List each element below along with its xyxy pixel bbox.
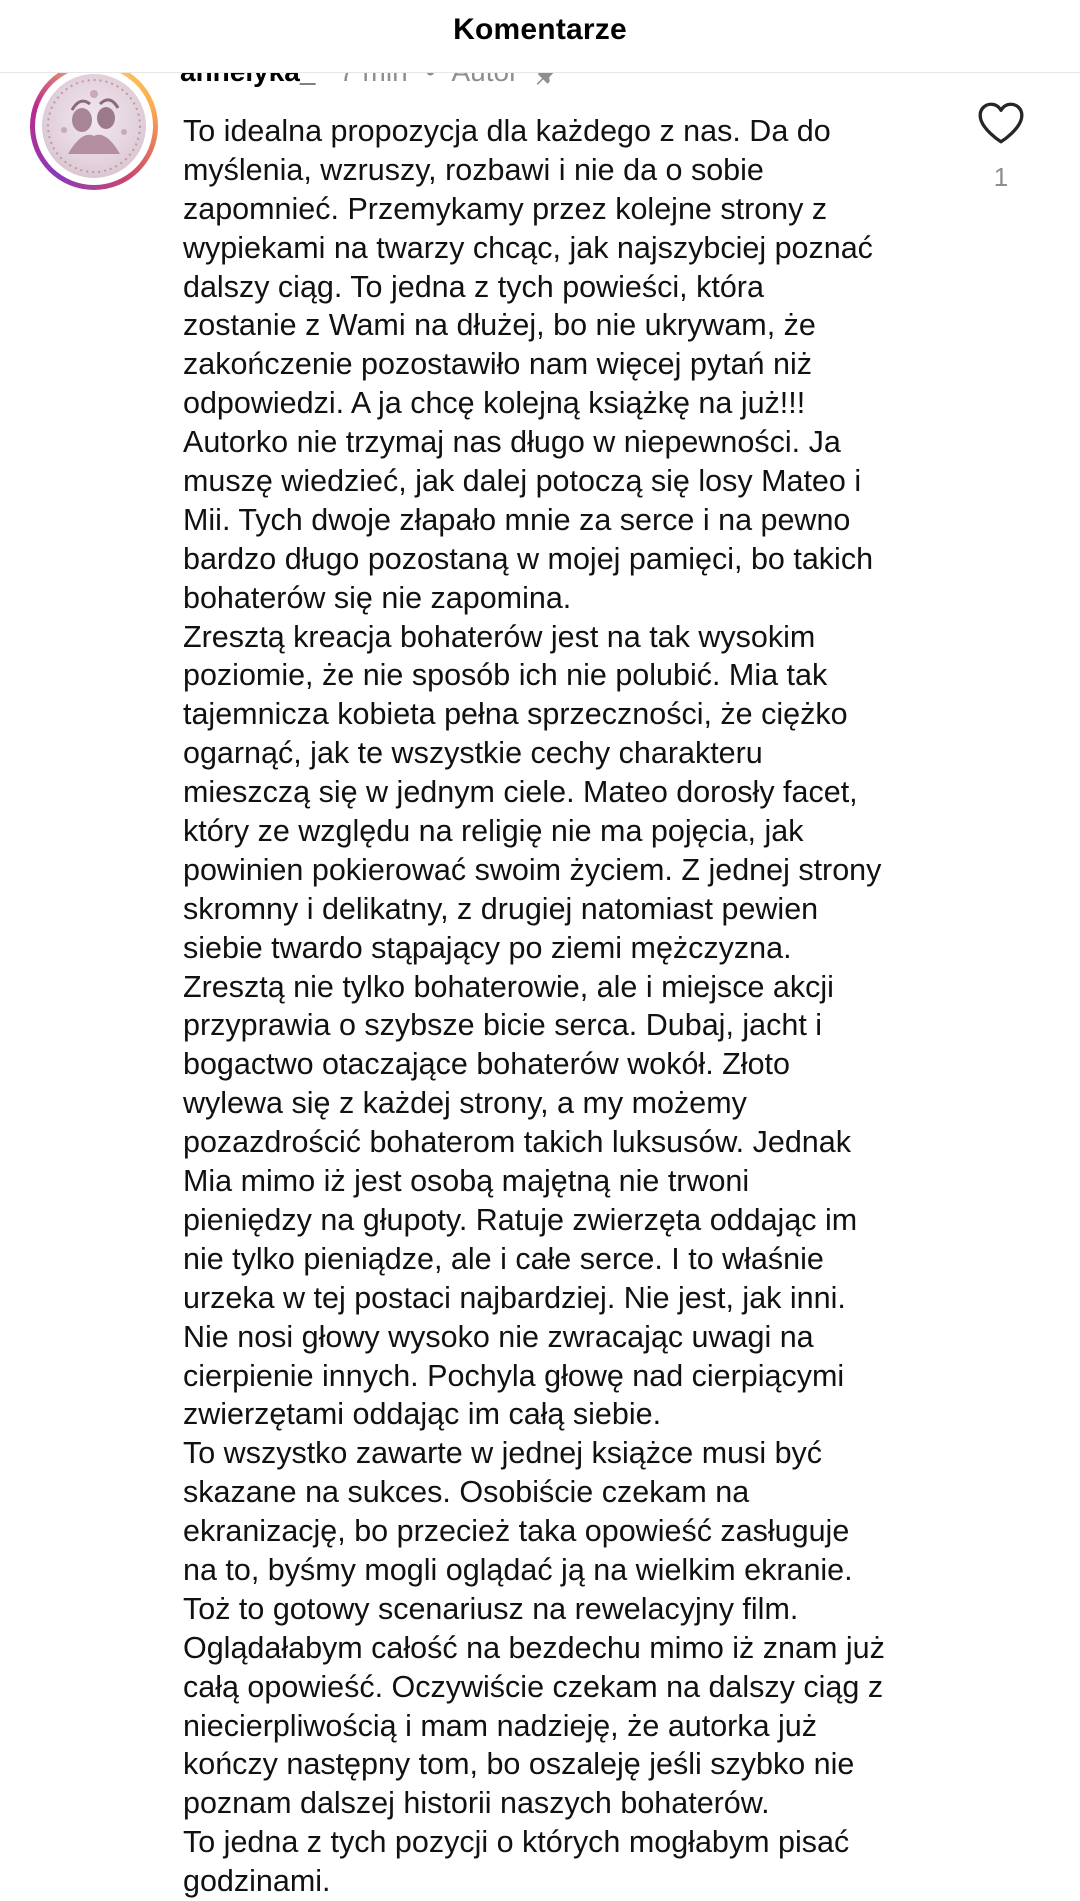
comment-text-line: tajemnicza kobieta pełna sprzeczności, że ciężko <box>183 697 848 732</box>
comment-text-line: Toż to gotowy scenariusz na rewelacyjny film. <box>183 1591 799 1626</box>
comment-text-line: cierpienie innych. Pochyla głowę nad cierpiącymi <box>183 1358 845 1393</box>
comment-text-line: pozazdrościć bohaterom takich luksusów. Jednak <box>183 1125 851 1160</box>
comment-text-line: mieszczą się w jednym ciele. Mateo dorosły facet, <box>183 775 858 810</box>
comment-text-line: skazane na sukces. Osobiście czekam na <box>183 1475 750 1510</box>
like-count[interactable]: 1 <box>993 162 1009 192</box>
comment-text-line: pieniędzy na głupoty. Ratuje zwierzęta oddając im <box>183 1202 858 1237</box>
comment-text-line: bogactwo otaczające bohaterów wokół. Złoto <box>183 1047 790 1082</box>
comments-header <box>0 0 1080 73</box>
comment-text-line: zakończenie pozostawiło nam więcej pytań niż <box>183 347 812 382</box>
header-title: Komentarze <box>453 13 627 46</box>
comment-text-line: całą opowieść. Oczywiście czekam na dalszy ciąg z <box>183 1669 884 1704</box>
comment-text-line: poziomie, że nie sposób ich nie polubić. Mia tak <box>183 658 828 693</box>
comment-text-line: siebie twardo stąpający po ziemi mężczyzna. <box>183 930 792 965</box>
comment-text-line: To wszystko zawarte w jednej książce musi być <box>183 1436 823 1471</box>
comment-text-line: odpowiedzi. A ja chcę kolejną książkę na już!!! <box>183 386 806 421</box>
comment-text-line: przyprawia o szybsze bicie serca. Dubaj, jacht i <box>183 1008 823 1043</box>
comment-text-line: zostanie z Wami na dłużej, bo nie ukrywam, że <box>183 308 816 343</box>
comment-text-line: ekranizację, bo przecież taka opowieść zasługuje <box>183 1514 850 1549</box>
comment-text-line: godzinami. <box>183 1864 331 1899</box>
comment-text-line: wylewa się z każdej strony, a my możemy <box>183 1086 747 1121</box>
comment-text-line: Mia mimo iż jest osobą majętną nie trwoni <box>183 1164 750 1199</box>
comment-text-line: wypiekami na twarzy chcąc, jak najszybciej poznać <box>183 230 873 265</box>
avatar-illustration <box>42 74 146 178</box>
avatar[interactable] <box>30 62 158 190</box>
comment-text-line: To idealna propozycja dla każdego z nas. Da do <box>183 114 831 148</box>
comment-text-line: urzeka w tej postaci najbardziej. Nie jest, jak inni. <box>183 1280 846 1315</box>
comment-text-line: powinien pokierować swoim życiem. Z jednej strony <box>183 852 882 887</box>
comment-text-line: myślenia, wzruszy, rozbawi i nie da o sobie <box>183 152 764 187</box>
comment-text-line: Zresztą kreacja bohaterów jest na tak wysokim <box>183 619 816 654</box>
comment-text-line: zapomnieć. Przemykamy przez kolejne strony z <box>183 191 828 226</box>
comment-text-line: dalszy ciąg. To jedna z tych powieści, która <box>183 269 764 304</box>
avatar-image <box>42 74 146 178</box>
comment-text-line: na to, byśmy mogli oglądać ją na wielkim ekranie. <box>183 1552 853 1587</box>
comment-text-line: nie tylko pieniądze, ale i całe serce. I to właśnie <box>183 1241 824 1276</box>
like-area <box>976 100 1026 193</box>
heart-outline-icon[interactable] <box>976 100 1026 146</box>
comment-text-line: kończy następny tom, bo oszaleję jeśli szybko nie <box>183 1747 855 1782</box>
comment-text-line: Mii. Tych dwoje złapało mnie za serce i na pewno <box>183 502 851 537</box>
comment-text-line: poznam dalszej historii naszych bohaterów. <box>183 1786 770 1821</box>
comment-text-line: Autorko nie trzymaj nas długo w niepewności. Ja <box>183 425 841 460</box>
comment-text-line: To jedna z tych pozycji o których mogłabym pisać <box>183 1825 850 1860</box>
comment-text-line: bardzo długo pozostaną w mojej pamięci, bo takich <box>183 541 874 576</box>
comment-text-line: bohaterów się nie zapomina. <box>183 580 572 615</box>
comment-text-line: zwierzętami oddając im całą siebie. <box>183 1397 662 1432</box>
comment-text-line: Zresztą nie tylko bohaterowie, ale i miejsce akcji <box>183 969 834 1004</box>
comment-text-line: Oglądałabym całość na bezdechu mimo iż znam już <box>183 1630 885 1665</box>
comment-text-line: muszę wiedzieć, jak dalej potoczą się losy Mateo i <box>183 464 862 499</box>
comment-text <box>183 112 943 1901</box>
comment-text-line: który ze względu na religię nie ma pojęcia, jak <box>183 814 804 849</box>
comment-text-line: ogarnąć, jak te wszystkie cechy charakteru <box>183 736 763 771</box>
comment-text-line: niecierpliwością i mam nadzieję, że autorka już <box>183 1708 818 1743</box>
avatar-ring-gap <box>35 67 153 185</box>
comment-text-line: skromny i delikatny, z drugiej natomiast pewien <box>183 891 819 926</box>
comment-text-line: Nie nosi głowy wysoko nie zwracając uwagi na <box>183 1319 814 1354</box>
